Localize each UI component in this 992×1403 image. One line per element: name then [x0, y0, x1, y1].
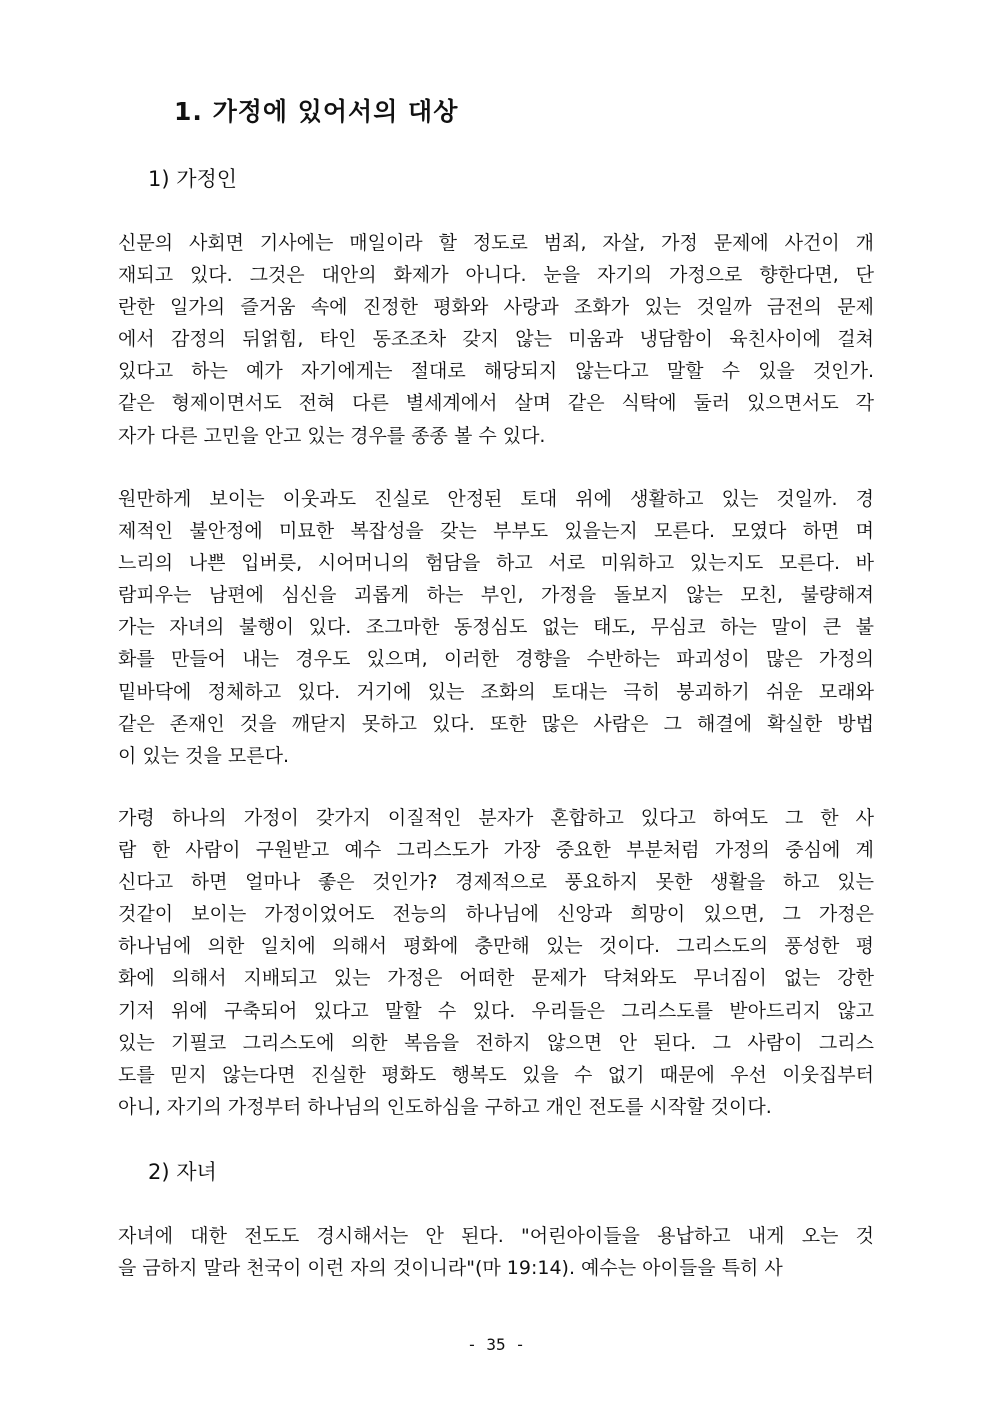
text-line: 란한 일가의 즐거움 속에 진정한 평화와 사랑과 조화가 있는 것일까 금전의 문제 — [118, 296, 874, 319]
paragraph-3 — [118, 802, 874, 1123]
text-line: 가는 자녀의 불행이 있다. 조그마한 동정심도 없는 태도, 무심코 하는 말이 큰 불 — [118, 616, 874, 639]
text-line: 람 한 사람이 구원받고 예수 그리스도가 가장 중요한 부분처럼 가정의 중심에 계 — [118, 839, 874, 862]
paragraph-4 — [118, 1220, 874, 1284]
text-line: 있는 기필코 그리스도에 의한 복음을 전하지 않으면 안 된다. 그 사람이 그리스 — [118, 1031, 874, 1054]
text-line: 기저 위에 구축되어 있다고 말할 수 있다. 우리들은 그리스도를 받아드리지 않고 — [118, 999, 874, 1022]
subsection-heading-2: 2) 자녀 — [148, 1160, 217, 1184]
text-line: 같은 존재인 것을 깨닫지 못하고 있다. 또한 많은 사람은 그 해결에 확실한 방법 — [118, 712, 874, 735]
text-line: 도를 믿지 않는다면 진실한 평화도 행복도 있을 수 없기 때문에 우선 이웃집부터 — [118, 1063, 874, 1086]
paragraph-1 — [118, 227, 874, 452]
text-line: 신문의 사회면 기사에는 매일이라 할 정도로 범죄, 자살, 가정 문제에 사건이 개 — [118, 232, 874, 254]
text-line: 재되고 있다. 그것은 대안의 화제가 아니다. 눈을 자기의 가정으로 향한다면, 단 — [118, 264, 874, 287]
text-line: 자가 다른 고민을 안고 있는 경우를 종종 볼 수 있다. — [118, 424, 546, 447]
subsection-heading-1: 1) 가정인 — [148, 167, 238, 191]
text-line: 아니, 자기의 가정부터 하나님의 인도하심을 구하고 개인 전도를 시작할 것이다. — [118, 1095, 772, 1118]
text-line: 원만하게 보이는 이웃과도 진실로 안정된 토대 위에 생활하고 있는 것일까. 경 — [118, 488, 874, 510]
text-line: 가령 하나의 가정이 갖가지 이질적인 분자가 혼합하고 있다고 하여도 그 한 사 — [118, 807, 874, 829]
text-line: 것같이 보이는 가정이었어도 전능의 하나님에 신앙과 희망이 있으면, 그 가정은 — [118, 903, 874, 926]
text-line: 이 있는 것을 모른다. — [118, 744, 289, 767]
text-line: 에서 감정의 뒤얽힘, 타인 동조조차 갖지 않는 미움과 냉담함이 육친사이에 걸쳐 — [118, 328, 874, 351]
text-line: 화를 만들어 내는 경우도 있으며, 이러한 경향을 수반하는 파괴성이 많은 가정의 — [118, 648, 874, 671]
text-line: 같은 형제이면서도 전혀 다른 별세계에서 살며 같은 식탁에 둘러 있으면서도 각 — [118, 392, 874, 415]
page-number: - 35 - — [467, 1335, 525, 1354]
text-line: 신다고 하면 얼마나 좋은 것인가? 경제적으로 풍요하지 못한 생활을 하고 있는 — [118, 871, 874, 894]
text-line: 자녀에 대한 전도도 경시해서는 안 된다. "어린아이들을 용납하고 내게 오는 것 — [118, 1225, 874, 1247]
paragraph-2 — [118, 483, 874, 772]
text-line: 을 금하지 말라 천국이 이런 자의 것이니라"(마 19:14). 예수는 아이들을 특히 사 — [118, 1257, 783, 1280]
text-line: 하나님에 의한 일치에 의해서 평화에 충만해 있는 것이다. 그리스도의 풍성한 평 — [118, 935, 874, 958]
text-line: 있다고 하는 예가 자기에게는 절대로 해당되지 않는다고 말할 수 있을 것인가. — [118, 360, 874, 383]
text-line: 밑바닥에 정체하고 있다. 거기에 있는 조화의 토대는 극히 붕괴하기 쉬운 모래와 — [118, 680, 874, 703]
text-line: 제적인 불안정에 미묘한 복잡성을 갖는 부부도 있을는지 모른다. 모였다 하면 며 — [118, 520, 874, 543]
section-title: 1. 가정에 있어서의 대상 — [174, 97, 459, 126]
text-line: 람피우는 남편에 심신을 괴롭게 하는 부인, 가정을 돌보지 않는 모친, 불량해져 — [118, 584, 874, 607]
text-line: 화에 의해서 지배되고 있는 가정은 어떠한 문제가 닥쳐와도 무너짐이 없는 강한 — [118, 967, 874, 990]
text-line: 느리의 나쁜 입버릇, 시어머니의 험담을 하고 서로 미워하고 있는지도 모른다. 바 — [118, 552, 874, 575]
